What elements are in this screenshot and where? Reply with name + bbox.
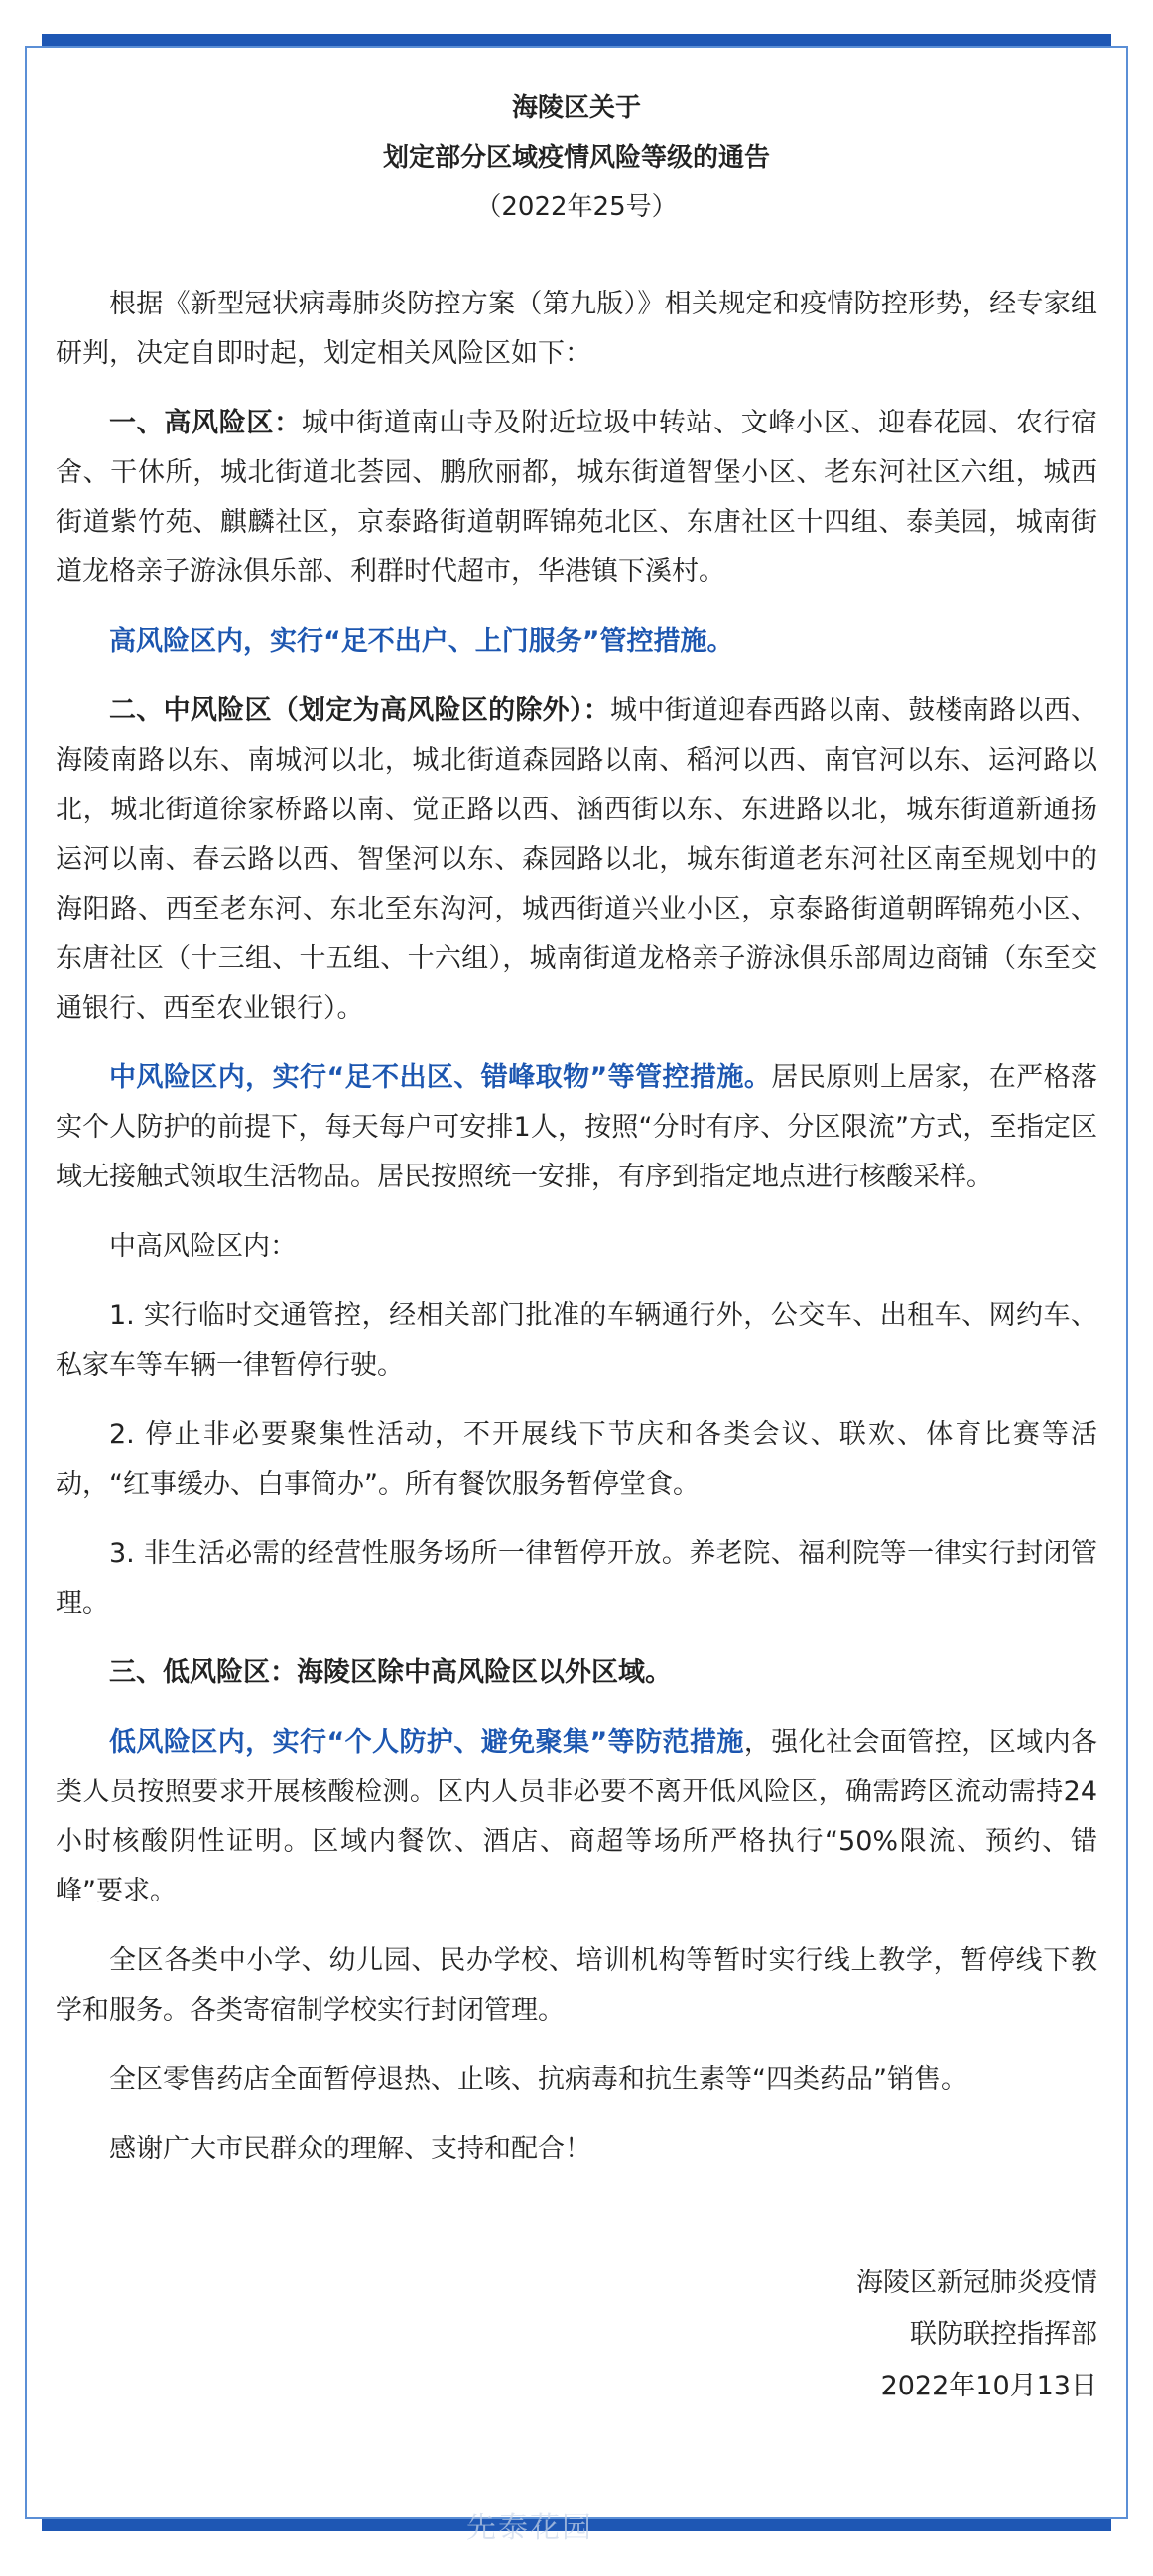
thanks-paragraph: 感谢广大市民群众的理解、支持和配合！: [109, 2134, 591, 2164]
document-number: （2022年25号）: [475, 192, 678, 222]
title-line-1: 海陵区关于: [511, 93, 641, 123]
signature-line-1: 海陵区新冠肺炎疫情: [856, 2268, 1097, 2298]
mid-risk-paragraph: [56, 686, 1097, 1034]
high-risk-paragraph: [56, 399, 1097, 597]
low-risk-paragraph: [56, 1718, 1097, 1916]
high-risk-label: 一、高风险区：: [109, 408, 302, 438]
top-accent-bar: [42, 34, 1111, 46]
list-item-1: 1. 实行临时交通管控，经相关部门批准的车辆通行外，公交车、出租车、网约车、私家车等车辆一律暂停行驶。: [56, 1300, 1097, 1381]
title-line-2: 划定部分区域疫情风险等级的通告: [382, 143, 770, 173]
intro-paragraph: 根据《新型冠状病毒肺炎防控方案（第九版）》相关规定和疫情防控形势，经专家组研判，决定自即时起，划定相关风险区如下：: [56, 289, 1097, 369]
low-risk-heading: 三、低风险区：海陵区除中高风险区以外区域。: [109, 1657, 672, 1688]
mid-risk-measure: 中风险区内，实行“足不出区、错峰取物”等管控措施。: [109, 1062, 772, 1093]
mid-risk-label: 二、中风险区（划定为高风险区的除外）：: [109, 695, 611, 726]
notice-content: [56, 83, 1097, 2412]
mid-risk-text: 城中街道迎春西路以南、鼓楼南路以西、海陵南路以东、南城河以北，城北街道森园路以南、稻河以西、南官河以东、运河路以北，城北街道徐家桥路以南、觉正路以西、涵西街以东、东进路以北，城东街道新通扬运河以南、春云路以西、智堡河以东、森园路以北，城东街道老东河社区南至规划中的海阳路、西至老东河、东北至东沟河，城西街道兴业小区，京泰路街道朝晖锦苑小区、东唐社区（十三组、十五组、十六组），城南街道龙格亲子游泳俱乐部周边商铺（东至交通银行、西至农业银行）。: [56, 695, 1098, 1024]
high-risk-text: 城中街道南山寺及附近垃圾中转站、文峰小区、迎春花园、农行宿舍、干休所，城北街道北荟园、鹏欣丽都，城东街道智堡小区、老东河社区六组，城西街道紫竹苑、麒麟社区，京泰路街道朝晖锦苑北区、东唐社区十四组、泰美园，城南街道龙格亲子游泳俱乐部、利群时代超市，华港镇下溪村。: [56, 408, 1098, 587]
list-item-2: 2. 停止非必要聚集性活动，不开展线下节庆和各类会议、联欢、体育比赛等活动，“红事缓办、白事简办”。所有餐饮服务暂停堂食。: [56, 1419, 1097, 1500]
mid-risk-measure-text: 居民原则上居家，在严格落实个人防护的前提下，每天每户可安排1人，按照“分时有序、分区限流”方式，至指定区域无接触式领取生活物品。居民按照统一安排，有序到指定地点进行核酸采样。: [56, 1062, 1098, 1192]
signature-date: 2022年10月13日: [880, 2371, 1097, 2401]
watermark: 先泰花园: [466, 2511, 593, 2545]
list-item-3: 3. 非生活必需的经营性服务场所一律暂停开放。养老院、福利院等一律实行封闭管理。: [56, 1538, 1097, 1619]
schools-paragraph: 全区各类中小学、幼儿园、民办学校、培训机构等暂时实行线上教学，暂停线下教学和服务。各类寄宿制学校实行封闭管理。: [56, 1945, 1097, 2025]
low-risk-text: ，强化社会面管控，区域内各类人员按照要求开展核酸检测。区内人员非必要不离开低风险区，确需跨区流动需持24小时核酸阴性证明。区域内餐饮、酒店、商超等场所严格执行“50%限流、预约、错峰”要求。: [56, 1727, 1097, 1906]
mid-high-heading: 中高风险区内：: [109, 1231, 297, 1262]
signature-block: [56, 2258, 1097, 2412]
signature-line-2: 联防联控指挥部: [910, 2319, 1097, 2350]
low-risk-measure: 低风险区内，实行“个人防护、避免聚集”等防范措施: [109, 1727, 744, 1758]
mid-risk-measure-paragraph: [56, 1053, 1097, 1202]
pharmacies-paragraph: 全区零售药店全面暂停退热、止咳、抗病毒和抗生素等“四类药品”销售。: [109, 2064, 967, 2095]
high-risk-measure: 高风险区内，实行“足不出户、上门服务”管控措施。: [109, 626, 734, 657]
